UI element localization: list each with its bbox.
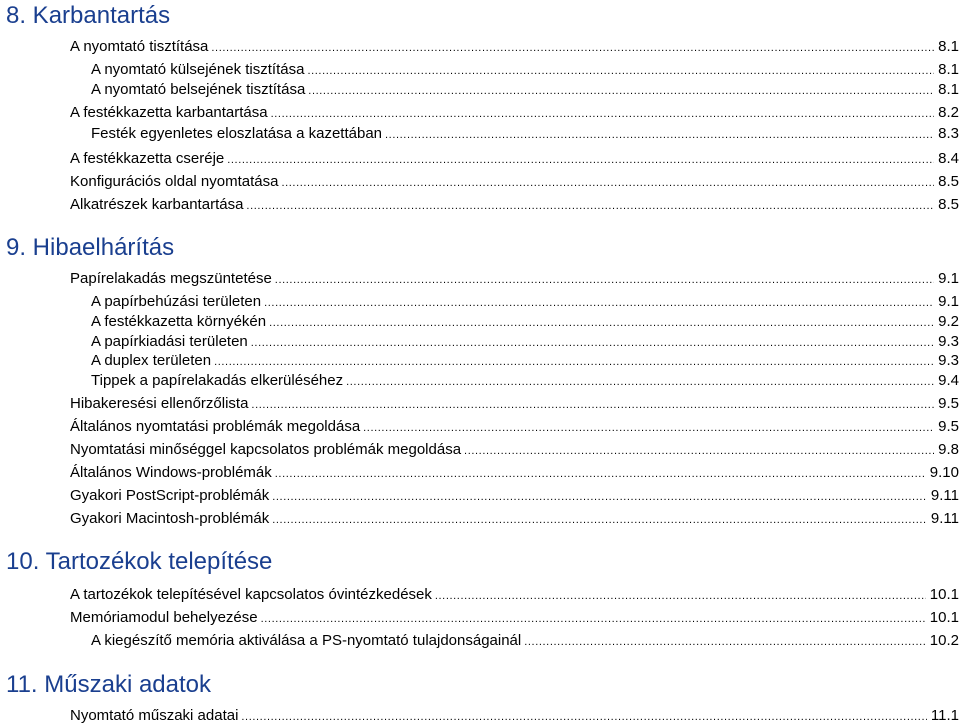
toc-entry-title: A tartozékok telepítésével kapcsolatos óvintézkedések	[70, 586, 432, 603]
leader-dots	[271, 105, 935, 123]
toc-entry[interactable]	[70, 510, 959, 529]
leader-dots	[275, 271, 934, 289]
toc-entry-title: A nyomtató külsejének tisztítása	[91, 61, 305, 78]
leader-dots	[264, 294, 934, 312]
toc-entry-page: 8.5	[938, 196, 959, 213]
leader-dots	[435, 587, 926, 605]
toc-entry-page: 10.1	[929, 609, 959, 626]
toc-entry-page: 9.4	[938, 372, 959, 389]
leader-dots	[275, 465, 926, 483]
toc-entry[interactable]	[70, 609, 959, 628]
toc-entry-page: 8.2	[938, 104, 959, 121]
toc-entry-page: 8.1	[938, 38, 959, 55]
toc-entry-page: 9.3	[938, 333, 959, 350]
toc-entry-title: A papírbehúzási területen	[91, 293, 262, 310]
toc-entry-page: 9.8	[938, 441, 959, 458]
toc-entry-title: Hibakeresési ellenőrzőlista	[70, 395, 249, 412]
toc-entry[interactable]	[70, 104, 959, 123]
toc-entry-title: Memóriamodul behelyezése	[70, 609, 258, 626]
leader-dots	[308, 82, 934, 100]
toc-entry[interactable]	[70, 270, 959, 289]
toc-entry[interactable]	[91, 61, 959, 80]
toc-entry-page: 10.1	[929, 586, 959, 603]
toc-entry[interactable]	[91, 125, 959, 144]
toc-entry-page: 8.1	[938, 81, 959, 98]
toc-entry-page: 8.1	[938, 61, 959, 78]
toc-entry[interactable]	[91, 333, 959, 352]
toc-entry[interactable]	[70, 586, 959, 605]
toc-entry-page: 9.11	[930, 510, 959, 527]
toc-entry-page: 9.2	[938, 313, 959, 330]
toc-entry[interactable]	[70, 464, 959, 483]
toc-entry[interactable]	[70, 441, 959, 460]
toc-entry[interactable]	[91, 372, 959, 391]
toc-entry[interactable]	[70, 395, 959, 414]
leader-dots	[214, 353, 934, 371]
toc-entry[interactable]	[70, 173, 959, 192]
toc-entry-title: Nyomtató műszaki adatai	[70, 707, 239, 724]
toc-entry-title: A papírkiadási területen	[91, 333, 248, 350]
toc-entry-title: Alkatrészek karbantartása	[70, 196, 244, 213]
toc-entry-page: 8.3	[938, 125, 959, 142]
leader-dots	[346, 373, 934, 391]
leader-dots	[307, 62, 934, 80]
toc-entry-page: 8.4	[938, 150, 959, 167]
chapter-heading-8: 8. Karbantartás	[6, 2, 171, 29]
toc-entry-title: A festékkazetta karbantartása	[70, 104, 268, 121]
leader-dots	[227, 151, 934, 169]
toc-entry-title: Festék egyenletes eloszlatása a kazettában	[91, 125, 383, 142]
toc-entry[interactable]	[70, 38, 959, 57]
toc-entry[interactable]	[91, 313, 959, 332]
toc-entry-title: Általános Windows-problémák	[70, 464, 272, 481]
toc-entry-page: 10.2	[929, 632, 959, 649]
leader-dots	[363, 419, 934, 437]
leader-dots	[524, 633, 926, 651]
toc-entry-title: Konfigurációs oldal nyomtatása	[70, 173, 279, 190]
toc-entry[interactable]	[70, 150, 959, 169]
chapter-heading-11: 11. Műszaki adatok	[6, 671, 211, 698]
toc-entry-title: Papírelakadás megszüntetése	[70, 270, 272, 287]
leader-dots	[269, 314, 934, 332]
toc-entry[interactable]	[70, 487, 959, 506]
toc-entry-title: A festékkazetta cseréje	[70, 150, 225, 167]
leader-dots	[251, 334, 934, 352]
toc-entry[interactable]	[91, 293, 959, 312]
toc-entry[interactable]	[91, 632, 959, 651]
toc-entry-title: Tippek a papírelakadás elkerüléséhez	[91, 372, 344, 389]
chapter-heading-9: 9. Hibaelhárítás	[6, 234, 175, 261]
leader-dots	[251, 396, 934, 414]
toc-entry-page: 11.1	[930, 707, 959, 724]
leader-dots	[246, 197, 934, 215]
toc-entry[interactable]	[91, 352, 959, 371]
toc-entry-title: A nyomtató tisztítása	[70, 38, 209, 55]
toc-entry[interactable]	[70, 196, 959, 215]
toc-entry-page: 9.1	[938, 270, 959, 287]
toc-entry-title: A festékkazetta környékén	[91, 313, 267, 330]
leader-dots	[241, 708, 927, 726]
toc-entry-title: Gyakori PostScript-problémák	[70, 487, 270, 504]
toc-entry-page: 9.3	[938, 352, 959, 369]
toc-entry-title: A kiegészítő memória aktiválása a PS-nyomtató tulajdonságainál	[91, 632, 522, 649]
toc-entry-page: 9.1	[938, 293, 959, 310]
leader-dots	[272, 488, 927, 506]
toc-entry-title: Általános nyomtatási problémák megoldása	[70, 418, 361, 435]
toc-entry-page: 9.11	[930, 487, 959, 504]
toc-entry[interactable]	[70, 707, 959, 726]
toc-entry-title: A duplex területen	[91, 352, 212, 369]
leader-dots	[385, 126, 934, 144]
toc-entry-page: 9.5	[938, 418, 959, 435]
toc-entry-title: Gyakori Macintosh-problémák	[70, 510, 270, 527]
toc-entry[interactable]	[70, 418, 959, 437]
toc-entry-page: 9.10	[929, 464, 959, 481]
chapter-heading-10: 10. Tartozékok telepítése	[6, 548, 273, 575]
leader-dots	[261, 610, 926, 628]
leader-dots	[281, 174, 934, 192]
toc-entry-page: 8.5	[938, 173, 959, 190]
toc-entry-title: A nyomtató belsejének tisztítása	[91, 81, 306, 98]
toc-entry-page: 9.5	[938, 395, 959, 412]
toc-entry-title: Nyomtatási minőséggel kapcsolatos problémák megoldása	[70, 441, 462, 458]
toc-entry[interactable]	[91, 81, 959, 100]
leader-dots	[272, 511, 927, 529]
leader-dots	[211, 39, 934, 57]
leader-dots	[464, 442, 934, 460]
